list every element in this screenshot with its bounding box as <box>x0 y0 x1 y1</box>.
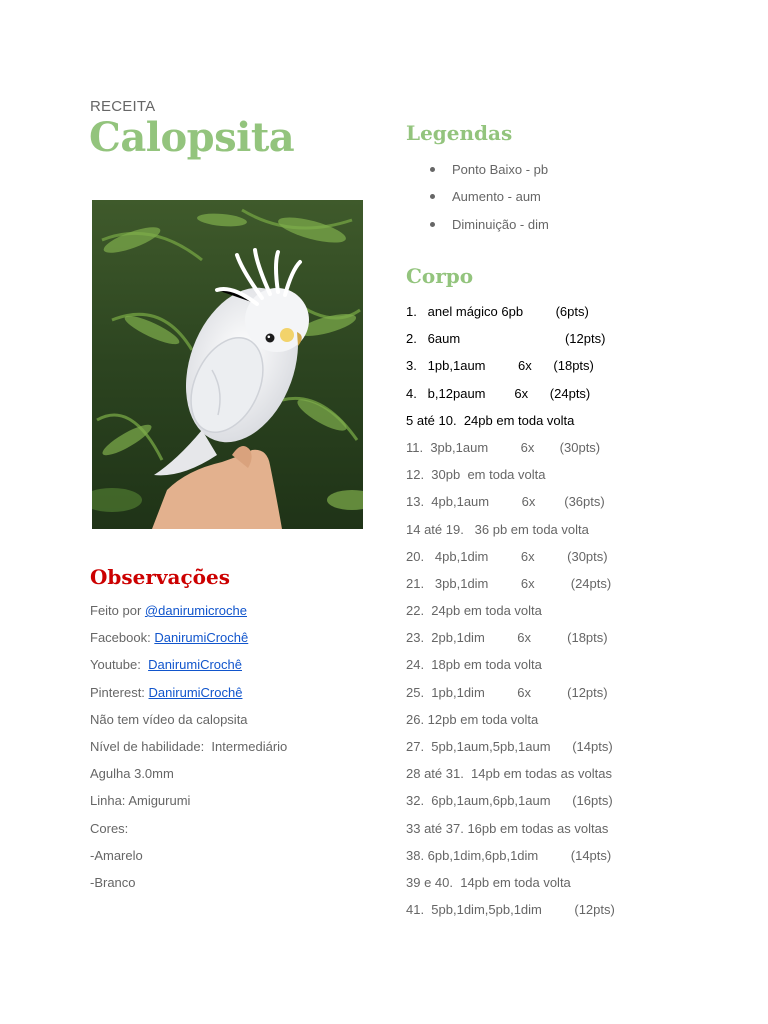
pinterest-link[interactable]: DanirumiCrochê <box>148 684 243 700</box>
corpo-step: 23. 2pb,1dim 6x (18pts) <box>406 630 608 646</box>
facebook-line <box>90 629 287 656</box>
color-item: -Amarelo <box>90 847 143 863</box>
youtube-line <box>90 656 287 683</box>
skill-level: Nível de habilidade: Intermediário <box>90 738 288 754</box>
corpo-step: 27. 5pb,1aum,5pb,1aum (14pts) <box>406 739 613 754</box>
cockatiel-photo-illustration <box>92 200 363 529</box>
corpo-step: 3. 1pb,1aum 6x (18pts) <box>406 358 594 374</box>
pinterest-line <box>90 684 287 711</box>
corpo-step: 11. 3pb,1aum 6x (30pts) <box>406 439 601 455</box>
recipe-kicker: RECEITA <box>90 98 156 115</box>
feito-por-label: Feito por <box>90 603 145 618</box>
corpo-step: 2. 6aum (12pts) <box>406 331 606 347</box>
corpo-step: 20. 4pb,1dim 6x (30pts) <box>406 548 608 564</box>
corpo-step: 21. 3pb,1dim 6x (24pts) <box>406 575 612 591</box>
color-item: -Branco <box>90 874 136 890</box>
corpo-step: 4. b,12paum 6x (24pts) <box>406 385 591 401</box>
corpo-step: 38. 6pb,1dim,6pb,1dim (14pts) <box>406 847 612 863</box>
corpo-step: 13. 4pb,1aum 6x (36pts) <box>406 494 605 510</box>
corpo-steps-list <box>406 303 615 928</box>
feito-por-line <box>90 602 287 629</box>
corpo-step: 39 e 40. 14pb em toda volta <box>406 874 571 890</box>
youtube-link[interactable]: DanirumiCrochê <box>148 657 242 673</box>
needle-size: Agulha 3.0mm <box>90 766 174 782</box>
corpo-step: 22. 24pb em toda volta <box>406 603 542 619</box>
observacoes-heading: Observações <box>90 565 231 589</box>
legend-item: Diminuição - dim <box>430 216 549 243</box>
corpo-step: 25. 1pb,1dim 6x (12pts) <box>406 684 608 700</box>
cockatiel-photo <box>92 200 363 529</box>
legend-list <box>430 161 549 243</box>
corpo-step: 33 até 37. 16pb em todas as voltas <box>406 820 609 836</box>
yarn-type: Linha: Amigurumi <box>90 793 191 809</box>
legend-item: Ponto Baixo - pb <box>430 161 549 188</box>
corpo-step: 26. 12pb em toda volta <box>406 711 539 727</box>
youtube-label: Youtube: <box>90 657 149 673</box>
facebook-label: Facebook: <box>90 630 155 646</box>
page-title: Calopsita <box>89 114 295 161</box>
corpo-step: 41. 5pb,1dim,5pb,1dim (12pts) <box>406 902 615 918</box>
instagram-link[interactable]: @danirumicroche <box>144 603 247 618</box>
corpo-step: 5 até 10. 24pb em toda volta <box>406 412 575 428</box>
legend-heading: Legendas <box>406 121 513 145</box>
facebook-link[interactable]: DanirumiCrochê <box>154 630 249 646</box>
observacoes-list <box>90 602 287 901</box>
corpo-step: 28 até 31. 14pb em todas as voltas <box>406 766 612 782</box>
corpo-heading: Corpo <box>406 264 474 288</box>
corpo-step: 24. 18pb em toda volta <box>406 657 542 673</box>
pinterest-label: Pinterest: <box>90 684 149 700</box>
no-video-note: Não tem vídeo da calopsita <box>90 711 248 727</box>
corpo-step: 12. 30pb em toda volta <box>406 467 546 483</box>
corpo-step: 1. anel mágico 6pb (6pts) <box>406 304 589 319</box>
corpo-step: 32. 6pb,1aum,6pb,1aum (16pts) <box>406 793 613 809</box>
corpo-step: 14 até 19. 36 pb em toda volta <box>406 521 589 537</box>
legend-item: Aumento - aum <box>430 188 549 215</box>
colors-label: Cores: <box>90 820 129 836</box>
